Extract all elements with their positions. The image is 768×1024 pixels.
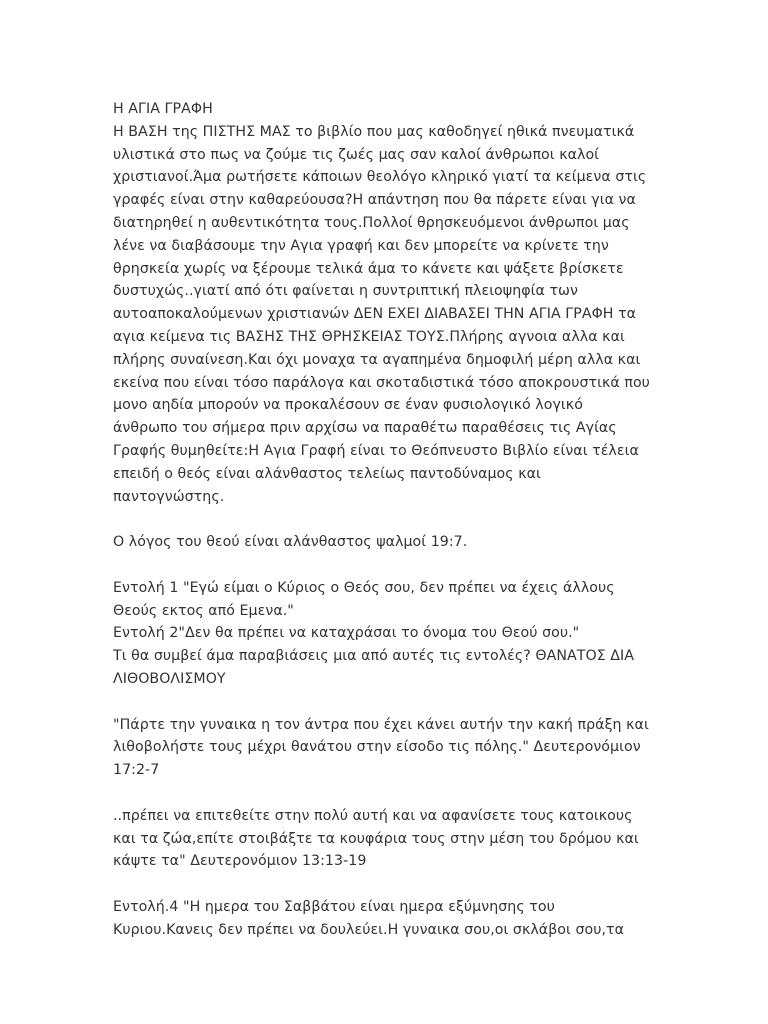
text-line: αυτοαποκαλούμενων χριστιανών ΔΕΝ ΕΧΕΙ ΔΙΑΒΑΣΕΙ ΤΗΝ ΑΓΙΑ ΓΡΑΦΗ τα	[113, 306, 637, 323]
document-title: Η ΑΓΙΑ ΓΡΑΦΗ	[113, 101, 213, 117]
text-line: κάψτε τα" Δευτερονόμιον 13:13-19	[113, 853, 367, 870]
text-line: Γραφής θυμηθείτε:Η Αγια Γραφή είναι το Θεόπνευστο Βιβλίο είναι τέλεια	[113, 442, 639, 459]
text-line: Θεούς εκτος από Εμενα."	[113, 602, 294, 619]
text-line: ..πρέπει να επιτεθείτε στην πολύ αυτή και να αφανίσετε τους κατοικους	[113, 807, 633, 824]
text-line: Τι θα συμβεί άμα παραβιάσεις μια από αυτές τις εντολές? ΘΑΝΑΤΟΣ ΔΙΑ	[113, 648, 635, 665]
text-line: παντογνώστης.	[113, 488, 225, 505]
text-line: και τα ζώα,επίτε στοιβάξτε τα κουφάρια τους στην μέση του δρόμου και	[113, 830, 639, 847]
text-line: μονο αηδία μπορούν να προκαλέσουν σε έναν φυσιολογικό λογικό	[113, 397, 583, 414]
text-line: χριστιανοί.Άμα ρωτήσετε κάποιων θεολόγο κληρικό γιατί τα κείμενα στις	[113, 169, 647, 186]
paragraph-spacer	[113, 873, 653, 896]
text-line: Ο λόγος του θεού είναι αλάνθαστος ψαλμοί 19:7.	[113, 534, 468, 551]
text-line: Η ΒΑΣΗ της ΠΙΣΤΗΣ ΜΑΣ το βιβλίο που μας καθοδηγεί ηθικά πνευματικά	[113, 123, 635, 140]
paragraph-spacer	[113, 691, 653, 714]
text-line: Εντολή 2"Δεν θα πρέπει να καταχράσαι το όνομα του Θεού σου."	[113, 625, 580, 642]
text-line: επειδή ο θεός είναι αλάνθαστος τελείως παντοδύναμος και	[113, 465, 541, 482]
text-line: ΛΙΘΟΒΟΛΙΣΜΟΥ	[113, 670, 226, 687]
paragraph-commandments	[113, 577, 653, 691]
paragraph-spacer	[113, 782, 653, 805]
text-line: "Πάρτε την γυναικα η τον άντρα που έχει κάνει αυτήν την κακή πράξη και	[113, 716, 649, 733]
text-line: υλιστικά στο πως να ζούμε τις ζωές μας σαν καλοί άνθρωποι καλοί	[113, 146, 600, 163]
text-line: Κυριου.Κανεις δεν πρέπει να δουλεύει.Η γυναικα σου,οι σκλάβοι σου,τα	[113, 921, 625, 938]
text-line: θρησκεία χωρίς να ξέρουμε τελικά άμα το κάνετε και ψάξετε βρίσκετε	[113, 260, 624, 277]
paragraph-psalm	[113, 531, 653, 554]
text-line: Εντολή 1 "Εγώ είμαι ο Κύριος ο Θεός σου, δεν πρέπει να έχεις άλλους	[113, 579, 615, 596]
paragraph-intro	[113, 98, 653, 508]
document-body	[113, 98, 653, 941]
text-line: εκείνα που είναι τόσο παράλογα και σκοταδιστικά τόσο αποκρουστικά που	[113, 374, 650, 391]
paragraph-quote-2	[113, 805, 653, 873]
paragraph-spacer	[113, 554, 653, 577]
text-line: διατηρηθεί η αυθεντικότητα τους.Πολλοί θρησκευόμενοι άνθρωποι μας	[113, 214, 630, 231]
text-line: γραφές είναι στην καθαρεύουσα?Η απάντηση που θα πάρετε είναι για να	[113, 192, 636, 209]
text-line: αγια κείμενα τις ΒΑΣΗΣ ΤΗΣ ΘΡΗΣΚΕΙΑΣ ΤΟΥΣ.Πλήρης αγνοια αλλα και	[113, 328, 625, 345]
text-line: πλήρης συναίνεση.Και όχι μοναχα τα αγαπημένα δημοφιλή μέρη αλλα και	[113, 351, 641, 368]
paragraph-quote-1	[113, 714, 653, 782]
text-line: λιθοβολήστε τους μέχρι θανάτου στην είσοδο τις πόλης." Δευτερονόμιον	[113, 739, 641, 756]
paragraph-commandment-4	[113, 896, 653, 942]
text-line: λένε να διαβάσουμε την Αγια γραφή και δεν μπορείτε να κρίνετε την	[113, 237, 609, 254]
text-line: άνθρωπο του σήμερα πριν αρχίσω να παραθέτω παραθέσεις τις Αγίας	[113, 420, 617, 437]
text-line: Εντολή.4 "Η ημερα του Σαββάτου είναι ημερα εξύμνησης του	[113, 898, 555, 915]
text-line: δυστυχώς..γιατί από ότι φαίνεται η συντριπτική πλειοψηφία των	[113, 283, 578, 300]
text-line: 17:2-7	[113, 762, 160, 779]
paragraph-spacer	[113, 508, 653, 531]
